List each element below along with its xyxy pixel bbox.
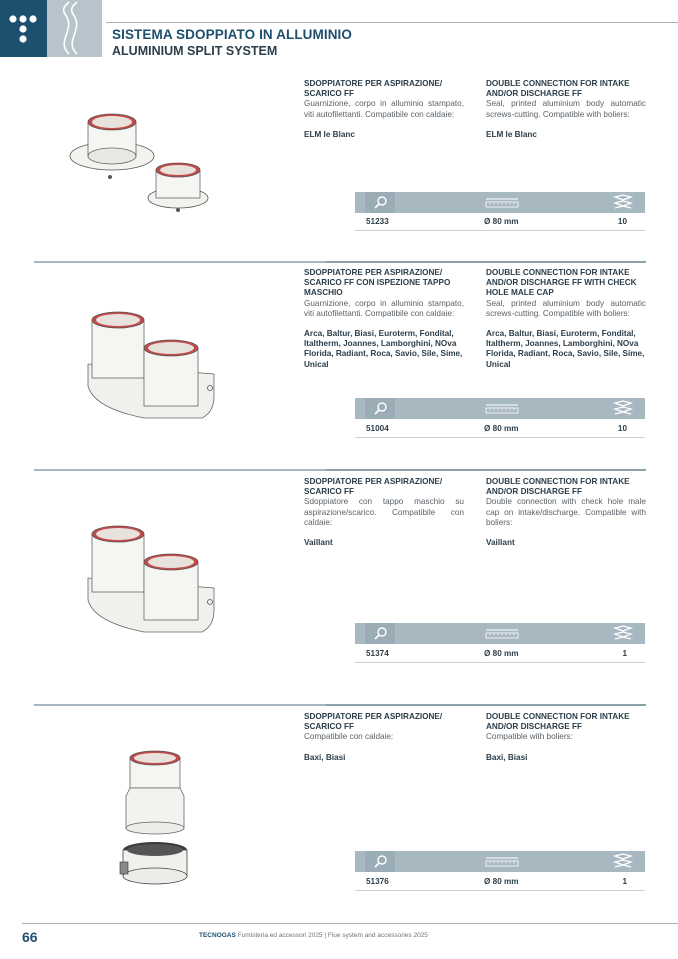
product-image-pipe-with-clamp <box>118 750 192 896</box>
product-diameter: Ø 80 mm <box>484 649 519 658</box>
product-desc-it: Guarnizione, corpo in alluminio stampato, viti autofilettanti. Compatibile con caldaie: <box>304 298 464 318</box>
boxes-icon <box>613 625 633 642</box>
boxes-icon <box>613 194 633 211</box>
product-qty: 1 <box>622 649 627 658</box>
product-image-twin-pipe-split-adapter <box>84 308 220 426</box>
product-code: 51376 <box>366 877 389 886</box>
product-desc-en: Double connection with check hole male cap on intake/discharge. Compatible with boliers: <box>486 497 646 527</box>
footer-text <box>199 932 428 939</box>
product-diameter: Ø 80 mm <box>484 217 519 226</box>
ruler-icon <box>485 628 519 639</box>
product-compat-en: Vaillant <box>486 538 515 548</box>
magnifier-icon <box>373 195 389 210</box>
product-compat-it: Vaillant <box>304 538 333 548</box>
page-subtitle: ALUMINIUM SPLIT SYSTEM <box>112 44 278 58</box>
product-code: 51374 <box>366 649 389 658</box>
boxes-icon <box>613 400 633 417</box>
section-divider <box>34 261 646 263</box>
spec-header-bar <box>355 851 645 872</box>
product-qty: 10 <box>617 217 627 226</box>
product-title-it: SDOPPIATORE PER ASPIRAZIONE/ SCARICO FF <box>304 79 443 99</box>
product-compat-en: Arca, Baltur, Biasi, Euroterm, Fondital, Italtherm, Joannes, Lamborghini, NOva Florida, Radiant, Roca, Savio, Sile, Sime, Unical <box>486 329 645 369</box>
product-desc-it: Guarnizione, corpo in alluminio stampato, viti autofilettanti. Compatibile con caldaie: <box>304 99 464 119</box>
product-compat-it: Arca, Baltur, Biasi, Euroterm, Fondital, Italtherm, Joannes, Lamborghini, NOva Florida, Radiant, Roca, Savio, Sile, Sime, Unical <box>304 329 463 369</box>
product-desc-it: Sdoppiatore con tappo maschio su aspirazione/scarico. Compatibile con caldaie: <box>304 497 464 527</box>
product-code: 51233 <box>366 217 389 226</box>
magnifier-icon <box>373 401 389 416</box>
section-divider <box>34 469 646 471</box>
product-diameter: Ø 80 mm <box>484 424 519 433</box>
row-divider <box>355 890 645 891</box>
product-desc-en: Seal, printed aluminium body automatic screws-cutting. Compatible with boliers: <box>486 99 646 119</box>
product-title-it: SDOPPIATORE PER ASPIRAZIONE/ SCARICO FF <box>304 477 443 497</box>
magnifier-icon <box>373 854 389 869</box>
ruler-icon <box>485 403 519 414</box>
spec-header-bar <box>355 623 645 644</box>
footer-caption: Fumisteria ed accessori 2025 | Flue system and accessories 2025 <box>235 932 428 939</box>
brand-logo <box>0 0 47 57</box>
product-title-it: SDOPPIATORE PER ASPIRAZIONE/ SCARICO FF <box>304 712 443 732</box>
product-title-en: DOUBLE CONNECTION FOR INTAKE AND/OR DISCHARGE FF <box>486 79 630 99</box>
row-divider <box>355 662 645 663</box>
product-title-en: DOUBLE CONNECTION FOR INTAKE AND/OR DISCHARGE FF <box>486 712 630 732</box>
product-desc-it: Compatibile con caldaie: <box>304 732 394 742</box>
magnifier-icon <box>373 626 389 641</box>
spec-header-bar <box>355 192 645 213</box>
product-qty: 1 <box>622 877 627 886</box>
spec-values-row <box>355 424 645 436</box>
product-image-twin-pipe-split-adapter <box>84 522 220 640</box>
product-compat-it: Baxi, Biasi <box>304 752 346 762</box>
product-compat-en: Baxi, Biasi <box>486 752 528 762</box>
footer-brand: TECNOGAS <box>199 932 236 939</box>
product-title-en: DOUBLE CONNECTION FOR INTAKE AND/OR DISCHARGE FF WITH CHECK HOLE MALE CAP <box>486 268 637 298</box>
product-code: 51004 <box>366 424 389 433</box>
header-rule <box>106 22 678 23</box>
section-divider <box>34 704 646 706</box>
logo-dots-icon <box>8 14 38 44</box>
product-compat-it: ELM le Blanc <box>304 129 355 139</box>
row-divider <box>355 230 645 231</box>
smoke-icon <box>47 0 102 57</box>
product-title-it: SDOPPIATORE PER ASPIRAZIONE/ SCARICO FF CON ISPEZIONE TAPPO MASCHIO <box>304 268 451 298</box>
boxes-icon <box>613 853 633 870</box>
product-image-two-flanged-collars <box>66 108 216 218</box>
spec-values-row <box>355 877 645 889</box>
row-divider <box>355 437 645 438</box>
ruler-icon <box>485 197 519 208</box>
page-title: SISTEMA SDOPPIATO IN ALLUMINIO <box>112 27 353 42</box>
product-compat-en: ELM le Blanc <box>486 129 537 139</box>
spec-values-row <box>355 649 645 661</box>
product-diameter: Ø 80 mm <box>484 877 519 886</box>
ruler-icon <box>485 856 519 867</box>
spec-values-row <box>355 217 645 229</box>
product-title-en: DOUBLE CONNECTION FOR INTAKE AND/OR DISCHARGE FF <box>486 477 630 497</box>
spec-header-bar <box>355 398 645 419</box>
page-number: 66 <box>22 929 38 945</box>
product-desc-en: Seal, printed aluminium body automatic screws-cutting. Compatible with boliers: <box>486 298 646 318</box>
product-desc-en: Compatible with boliers: <box>486 732 573 742</box>
footer-rule <box>22 923 678 924</box>
product-qty: 10 <box>617 424 627 433</box>
